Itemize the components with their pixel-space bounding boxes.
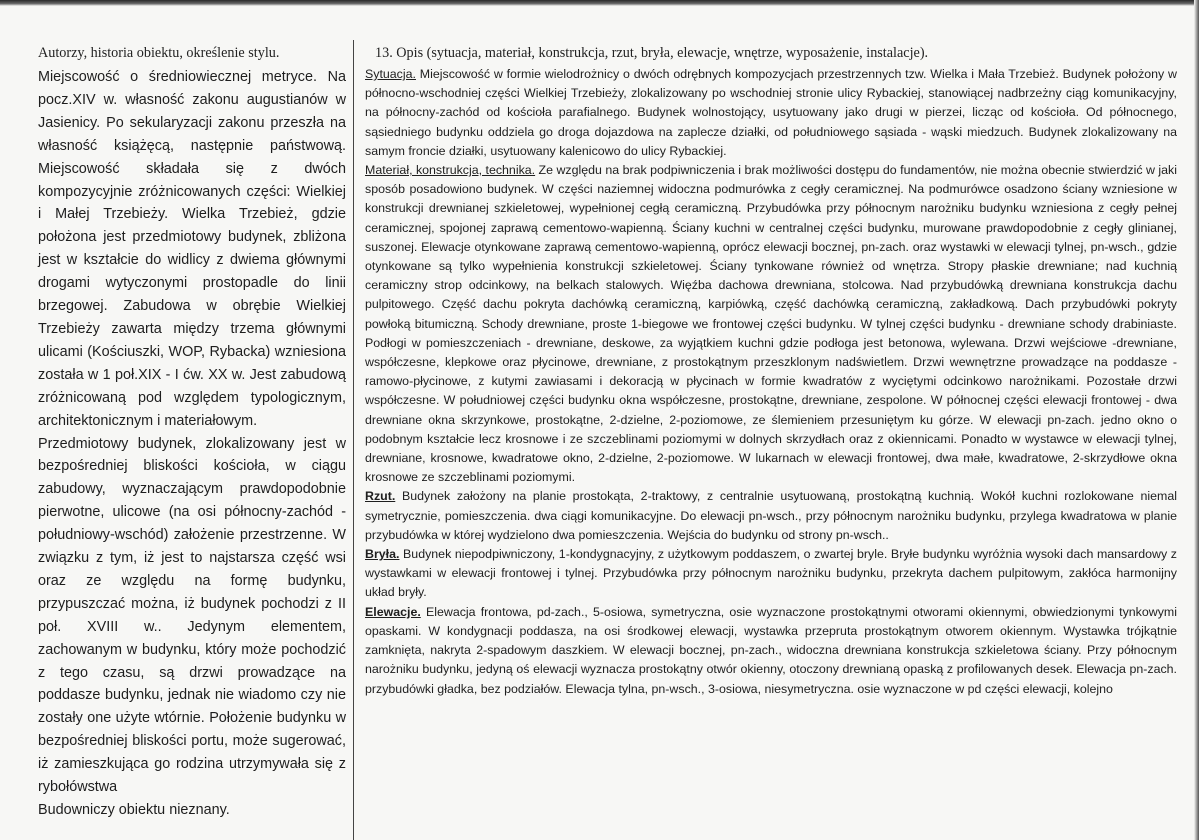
section-material bbox=[365, 161, 1177, 487]
building-paragraph: Przedmiotowy budynek, zlokalizowany jest w bezpośredniej bliskości kościoła, w ciągu zabudowy, wyznaczającym prawdopodobnie pierwotne, ulicowe (na osi północny-zachód - południowy-wschód) założenie przestrzenne. W związku z tym, iż jest to najstarsza część wsi oraz ze względu na formę budynku, przypuszczać można, iż budynek pochodzi z II poł. XVIII w.. Jedynym elementem, zachowanym w budynku, który może pochodzić z tego czasu, są drzwi prowadzące na poddasze budynku, jednak nie wiadomo czy nie zostały one użyte wtórnie. Położenie budynku w bezpośredniej bliskości portu, może sugerować, iż zamieszkująca go rodzina utrzymywała się z rybołówstwa bbox=[38, 435, 346, 796]
scan-edge-right bbox=[1194, 0, 1199, 840]
section-rzut bbox=[365, 487, 1177, 545]
right-heading: 13. Opis (sytuacja, materiał, konstrukcja, rzut, bryła, elewacje, wnętrze, wyposażenie, instalacje). bbox=[375, 45, 929, 61]
column-divider bbox=[353, 40, 354, 840]
section-label: Sytuacja. bbox=[365, 67, 416, 81]
section-text: Elewacja frontowa, pd-zach., 5-osiowa, symetryczna, osie wyznaczone prostokątnymi otworami okiennymi, obwiedzionymi tynkowymi opaskami. W kondygnacji poddasza, na osi środkowej elewacji, wystawka przepruta prostokątnym otworem okiennym. Wystawka trójkątnie zamknięta, nakryta 2-spadowym daszkiem. W elewacji bocznej, pn-zach., widoczna drewniana konstrukcja szkieletowa ściany. Przy północnym narożniku budynku, jedyną oś elewacji wyznacza prostokątny otwór okienny, otoczony drewnianą opaską z profilowanych desek. Elewacja pn-zach. przybudówki gładka, bez podziałów. Elewacja tylna, pn-wsch., 3-osiowa, niesymetryczna. osie wyznaczone w pd części elewacji, kolejno bbox=[365, 604, 1177, 696]
left-heading: Autorzy, historia obiektu, określenie stylu. bbox=[38, 45, 280, 61]
right-text bbox=[365, 65, 1177, 699]
builder-paragraph: Budowniczy obiektu nieznany. bbox=[38, 802, 230, 818]
section-text: Budynek niepodpiwniczony, 1-kondygnacyjny, z użytkowym poddaszem, o zwartej bryle. Bryłe budynku wyróżnia wysoki dach mansardowy z wystawkami w elewacji frontowej i tylnej. Przybudówka przy północnym narożniku budynku, przekryta dachem pulpitowym, zakłóca harmonijny układ bryły. bbox=[365, 547, 1177, 600]
history-paragraph: Miejscowość o średniowiecznej metryce. Na pocz.XIV w. własność zakonu augustianów w Jasienicy. Po sekularyzacji zakonu przeszła na własność książęcą, następnie państwową. Miejscowość składała się z dwóch kompozycyjnie zróżnicowanych części: Wielkiej i Małej Trzebieży. Wielka Trzebież, gdzie położona jest przedmiotowy budynek, zbliżona jest w kształcie do widlicy z dwiema głównymi drogami wytyczonymi prostopadle do linii brzegowej. Zabudowa w obrębie Wielkiej Trzebieży zawarta między trzema głównymi ulicami (Kościuszki, WOP, Rybacka) wzniesiona została w 1 poł.XIX - I ćw. XX w. Jest zabudową zróżnicowaną pod względem typologicznym, architektonicznym i materiałowym. bbox=[38, 69, 346, 429]
section-label: Rzut. bbox=[365, 489, 396, 504]
section-sytuacja bbox=[365, 65, 1177, 161]
right-column bbox=[365, 44, 1177, 838]
section-label: Materiał, konstrukcja, technika. bbox=[365, 163, 536, 178]
section-label: Elewacje. bbox=[365, 604, 421, 619]
section-bryla bbox=[365, 545, 1177, 603]
left-text bbox=[38, 66, 346, 822]
section-text: Miejscowość w formie wielodrożnicy o dwóch odrębnych kompozycjach przestrzennych tzw. Wielka i Mała Trzebież. Budynek położony w północno-wschodniej części Wielkiej Trzebieży, zlokalizowany po wschodniej stronie ulicy Rybackiej, stanowiącej nadbrzeżny ciąg komunikacyjny, na północny-zachód od kościoła parafialnego. Budynek wolnostojący, usytuowany jako drugi w pierzei, licząc od kościoła. Od północnego, sąsiedniego budynku oddziela go droga dojazdowa na zaplecze działki, od południowego sąsiada - wąski miedzuch. Budynek zlokalizowany na samym froncie działki, usytuowany kalenicowo do ulicy Rybackiej. bbox=[365, 67, 1177, 158]
left-column bbox=[38, 44, 346, 834]
section-text: Budynek założony na planie prostokąta, 2-traktowy, z centralnie usytuowaną, prostokątną kuchnią. Wokół kuchni rozlokowane niemal symetrycznie, pomieszczenia. dwa ciągi komunikacyjne. Do elewacji pn-wsch., przy północnym narożniku budynku, przylega kwadratowa w planie przybudówka w której wydzielono dwa pomieszczenia. Wejścia do budynku od strony pn-wsch.. bbox=[365, 489, 1177, 542]
scan-edge-top bbox=[0, 0, 1199, 6]
section-elewacje bbox=[365, 603, 1177, 699]
section-text: Ze względu na brak podpiwniczenia i brak możliwości dostępu do fundamentów, nie można obecnie stwierdzić w jaki sposób posadowiono budynek. W części naziemnej widoczna podmurówka z cegły ceramicznej. Na podmurówce osadzono ściany wzniesione w konstrukcji drewnianej szkieletowej, wypełnionej cegłą ceramiczną. Przybudówka przy północnym narożniku budynku wzniesiona z cegły pełnej ceramicznej, spojonej zaprawą cementowo-wapienną. Ściany kuchni w centralnej części budynku, murowane prawdopodobnie z cegły glinianej, suszonej. Elewacje otynkowane zaprawą cementowo-wapienną, oprócz elewacji bocznej, pn-zach. oraz wystawki w elewacji tylnej, pn-wsch., gdzie otynkowane są tylko wypełnienia konstrukcji szkieletowej. Ściany tynkowane również od wnętrza. Stropy płaskie drewniane; nad kuchnią ceramiczny strop odcinkowy, na belkach stalowych. Więźba dachowa drewniana, stolcowa. Nad przybudówką drewniana konstrukcja dachu pulpitowego. Część dachu pokryta dachówką ceramiczną, karpiówką, część dachówką ceramiczną, zakładkową. Dach przybudówki pokryty powłoką bitumiczną. Schody drewniane, proste 1-biegowe we frontowej części budynku. W tylnej części budynku - drewniane schody drabiniaste. Podłogi w pomieszczeniach - drewniane, deskowe, za wyjątkiem kuchni gdzie podłoga jest betonowa, wylewana. Drzwi wejściowe -drewniane, współczesne, klepkowe oraz płycinowe, drewniane, z prostokątnym przeszklonym nadświetlem. Drzwi wewnętrzne prowadzące na poddasze - ramowo-płycinowe, z kutymi zawiasami i dekoracją w płycinach w formie kwadratów z wyciętymi odcinkowo narożnikami. Pozostałe drzwi współczesne. W południowej części budynku okna współczesne, prostokątne, drewniane, zespolone. W północnej części elewacji frontowej - dwa drewniane okna skrzynkowe, prostokątne, 2-dzielne, 2-poziomowe, ze ślemieniem przesuniętym ku górze. W elewacji pn-zach. jedno okno o podobnym kształcie lecz krosnowe i ze szczeblinami poziomymi w dolnych skrzydłach oraz z okiennicami. Ponadto w wystawce w elewacji tylnej, drewniane, krosnowe, kwadratowe okno, 2-dzielne, 2-poziomowe. W lukarnach w elewacji frontowej, dwa małe, kwadratowe, 2-skrzydłowe okna krosnowe ze szczeblinami poziomymi. bbox=[365, 163, 1177, 485]
section-label: Bryła. bbox=[365, 547, 400, 562]
